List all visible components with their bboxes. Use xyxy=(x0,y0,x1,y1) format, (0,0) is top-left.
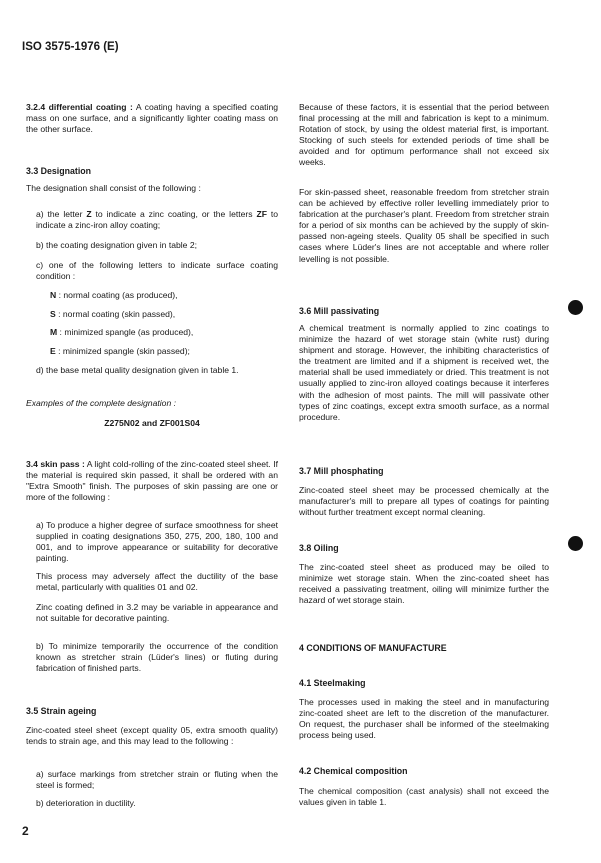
cond-e-code: E xyxy=(50,346,56,356)
section-3-5-heading-block xyxy=(26,706,278,717)
condition-s xyxy=(50,309,278,320)
item-3-4-a-text: a) To produce a higher degree of surface smoothness for sheet supplied in coating designations 350, 275, 200, 180, 100 and 001, and to improve appearance or suitability for decorative painting. xyxy=(36,520,278,564)
document-header: ISO 3575-1976 (E) xyxy=(22,41,119,53)
section-3-6-heading-block xyxy=(299,306,549,317)
right-paragraph-1-block xyxy=(299,102,549,169)
item-b-text: b) the coating designation given in table 2; xyxy=(36,240,198,250)
margin-bullet-mark xyxy=(568,300,583,315)
item-3-4-b xyxy=(36,641,278,674)
heading-3-8: 3.8 Oiling xyxy=(299,543,339,553)
item-3-5-b-text: b) deterioration in ductility. xyxy=(36,798,136,808)
condition-n xyxy=(50,290,278,301)
item-3-4-a2-text: This process may adversely affect the ductility of the base metal, particularly with qualities 01 and 02. xyxy=(36,571,278,593)
section-3-8-heading-block xyxy=(299,543,549,554)
section-4-1-heading-block xyxy=(299,678,549,689)
section-3-3-heading xyxy=(26,166,278,177)
examples-value: Z275N02 and ZF001S04 xyxy=(104,418,200,428)
letter-z: Z xyxy=(86,209,92,219)
section-3-4 xyxy=(26,459,278,503)
item-3-3-b xyxy=(36,240,278,251)
item-d-text: d) the base metal quality designation given in table 1. xyxy=(36,365,239,375)
item-a-prefix: a) the letter xyxy=(36,209,87,219)
section-4-1-text: The processes used in making the steel and in manufacturing zinc-coated sheet are left to the discretion of the manufacturer. On request, the purchaser shall be informed of the steelmaking process being used. xyxy=(299,697,549,741)
examples-label-block xyxy=(26,398,278,409)
cond-s-code: S xyxy=(50,309,56,319)
examples-value-block xyxy=(26,418,278,429)
section-3-5-text: Zinc-coated steel sheet (except quality 05, extra smooth quality) tends to strain age, and this may lead to the following : xyxy=(26,725,278,747)
item-a-suffix: to indicate a zinc-iron alloy coating; xyxy=(36,209,278,231)
item-3-4-b-text: b) To minimize temporarily the occurrence of the condition known as stretcher strain (Lüder's lines) or fluting during fabrication of finished parts. xyxy=(36,641,278,674)
section-4-1-text-block xyxy=(299,697,549,741)
heading-3-3: 3.3 Designation xyxy=(26,166,92,176)
section-3-7-text-block xyxy=(299,485,549,518)
right-paragraph-2: For skin-passed sheet, reasonable freedom from stretcher strain can be achieved by effective roller levelling immediately prior to fabrication at the purchaser's plant. Freedom from stretcher strain for a period of six months can be achieved by the supply of skin-passed non-ageing steels. Quality 05 shall be specified in such cases where Lüder's lines are not acceptable and where roller levelling is not possible. xyxy=(299,187,549,264)
condition-m xyxy=(50,327,278,338)
section-4-2-text-block xyxy=(299,786,549,808)
item-3-4-a3 xyxy=(36,602,278,624)
margin-bullet-mark xyxy=(568,536,583,551)
item-3-3-d xyxy=(36,365,278,376)
examples-label: Examples of the complete designation : xyxy=(26,398,177,408)
section-3-6-text: A chemical treatment is normally applied to zinc coatings to minimize the hazard of wet storage stain (white rust) during shipment and storage. However, the inhibiting characteristics of the treatment are limited and if a shipment is received wet, the material shall be used immediately or dried. This treatment is not usually applied to zinc-iron alloyed coatings because it interferes with the adhesion of most paints. The mill will passivate other types of zinc coatings, except extra smooth surface, as a normal procedure. xyxy=(299,323,549,422)
section-3-2-4-label: 3.2.4 differential coating : xyxy=(26,102,133,112)
section-3-5-text-block xyxy=(26,725,278,747)
heading-3-6: 3.6 Mill passivating xyxy=(299,306,380,316)
cond-n-code: N xyxy=(50,290,57,300)
item-a-middle: to indicate a zinc coating, or the letters xyxy=(91,209,257,219)
section-3-4-text: A light cold-rolling of the zinc-coated steel sheet. If the material is required skin passed, it shall be ordered with an "Extra Smooth" finish. The purposes of skin passing are one or more of the following : xyxy=(26,459,278,503)
cond-s-text: : normal coating (skin passed), xyxy=(55,309,176,319)
item-3-3-c xyxy=(36,260,278,282)
section-3-7-text: Zinc-coated steel sheet may be processed chemically at the manufacturer's mill to prepare all types of coatings for painting without further treatment except normal cleaning. xyxy=(299,485,549,518)
section-3-3-intro: The designation shall consist of the following : xyxy=(26,183,201,193)
heading-4-2: 4.2 Chemical composition xyxy=(299,766,408,776)
right-paragraph-2-block xyxy=(299,187,549,265)
section-3-4-label: 3.4 skin pass : xyxy=(26,459,85,469)
section-4-2-text: The chemical composition (cast analysis) shall not exceed the values given in table 1. xyxy=(299,786,549,808)
page-number: 2 xyxy=(22,824,29,838)
section-3-3-intro-block xyxy=(26,183,278,194)
item-3-5-b xyxy=(36,798,278,809)
condition-e xyxy=(50,346,278,357)
heading-4-1: 4.1 Steelmaking xyxy=(299,678,366,688)
section-3-2-4 xyxy=(26,102,278,135)
item-3-3-a xyxy=(36,209,278,231)
item-c-text: c) one of the following letters to indicate surface coating condition : xyxy=(36,260,278,282)
heading-3-5: 3.5 Strain ageing xyxy=(26,706,97,716)
section-3-2-4-text: A coating having a specified coating mass on one surface, and a significantly lighter coating mass on the other surface. xyxy=(26,102,279,135)
item-3-5-a xyxy=(36,769,278,791)
cond-m-text: : minimized spangle (as produced), xyxy=(57,327,194,337)
section-4-2-heading-block xyxy=(299,766,549,777)
right-paragraph-1: Because of these factors, it is essential that the period between final processing at the mill and fabrication is kept to a minimum. Rotation of stock, by using the oldest material first, is important. Stocking of such steels for extended periods of time shall be avoided and for optimum performance shall not exceed six weeks. xyxy=(299,102,549,168)
cond-n-text: : normal coating (as produced), xyxy=(56,290,178,300)
section-3-7-heading-block xyxy=(299,466,549,477)
section-3-8-text: The zinc-coated steel sheet as produced may be oiled to minimize wet storage stain. When the zinc-coated sheet has received a passivating treatment, oiling will minimize further the hazard of wet storage stain. xyxy=(299,562,549,606)
heading-4: 4 CONDITIONS OF MANUFACTURE xyxy=(299,643,447,653)
heading-3-7: 3.7 Mill phosphating xyxy=(299,466,384,476)
item-3-5-a-text: a) surface markings from stretcher strain or fluting when the steel is formed; xyxy=(36,769,278,791)
item-3-4-a3-text: Zinc coating defined in 3.2 may be variable in appearance and not suitable for decorative painting. xyxy=(36,602,278,624)
section-4-heading-block xyxy=(299,643,549,654)
cond-e-text: : minimized spangle (skin passed); xyxy=(55,346,190,356)
item-3-4-a xyxy=(36,520,278,564)
letters-zf: ZF xyxy=(256,209,267,219)
cond-m-code: M xyxy=(50,327,58,337)
item-3-4-a2 xyxy=(36,571,278,593)
section-3-8-text-block xyxy=(299,562,549,606)
section-3-6-text-block xyxy=(299,323,549,423)
